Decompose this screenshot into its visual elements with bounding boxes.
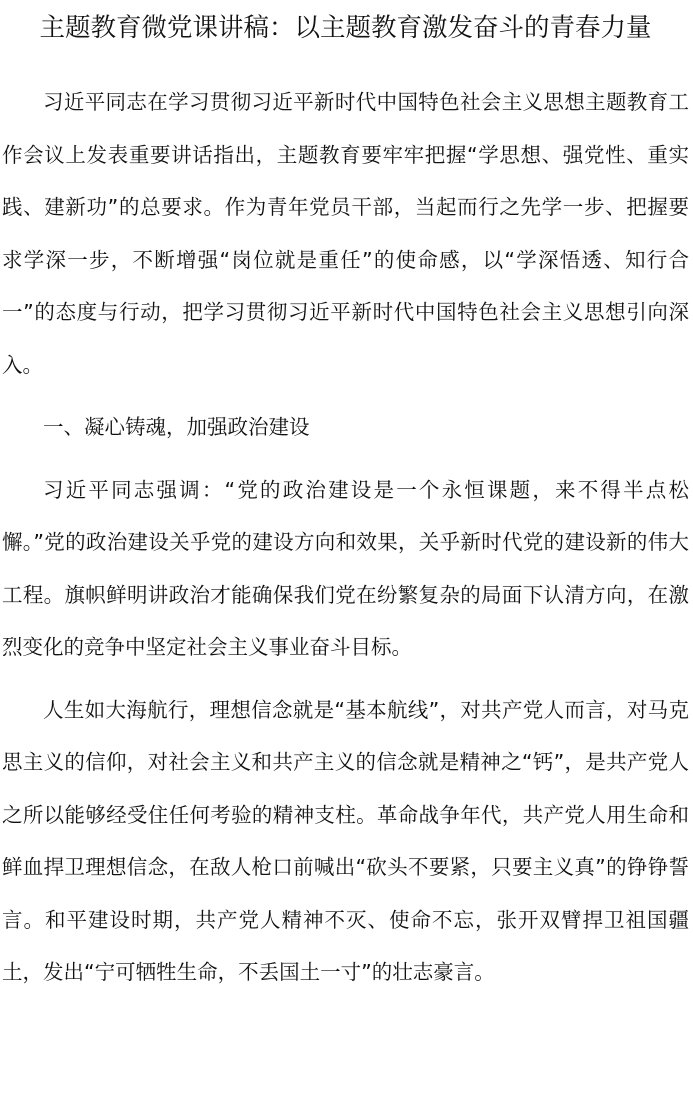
paragraph-political-building: 习近平同志强调：“党的政治建设是一个永恒课题，来不得半点松懈。”党的政治建设关乎党的建设方向和效果，关乎新时代党的建设新的伟大工程。旗帜鲜明讲政治才能确保我们党在纷繁复杂的局面下认清方向，在激烈变化的竞争中坚定社会主义事业奋斗目标。 — [2, 477, 689, 659]
document-title: 主题教育微党课讲稿：以主题教育激发奋斗的青春力量 — [39, 13, 652, 43]
paragraph-intro: 习近平同志在学习贯彻习近平新时代中国特色社会主义思想主题教育工作会议上发表重要讲话指出，主题教育要牢牢把握“学思想、强党性、重实践、建新功”的总要求。作为青年党员干部，当起而行之先学一步、把握要求学深一步，不断增强“岗位就是重任”的使命感，以“学深悟透、知行合一”的态度与行动，把学习贯彻习近平新时代中国特色社会主义思想引向深入。 — [2, 90, 689, 377]
document-body — [2, 76, 689, 999]
section-heading-1: 一、凝心铸魂，加强政治建设 — [43, 415, 310, 439]
paragraph-ideals-beliefs: 人生如大海航行，理想信念就是“基本航线”，对共产党人而言，对马克思主义的信仰，对社会主义和共产主义的信念就是精神之“钙”，是共产党人之所以能够经受住任何考验的精神支柱。革命战争年代，共产党人用生命和鲜血捍卫理想信念，在敌人枪口前喊出“砍头不要紧，只要主义真”的铮铮誓言。和平建设时期，共产党人精神不灭、使命不忘，张开双臂捍卫祖国疆土，发出“宁可牺牲生命，不丢国土一寸”的壮志豪言。 — [2, 697, 689, 984]
